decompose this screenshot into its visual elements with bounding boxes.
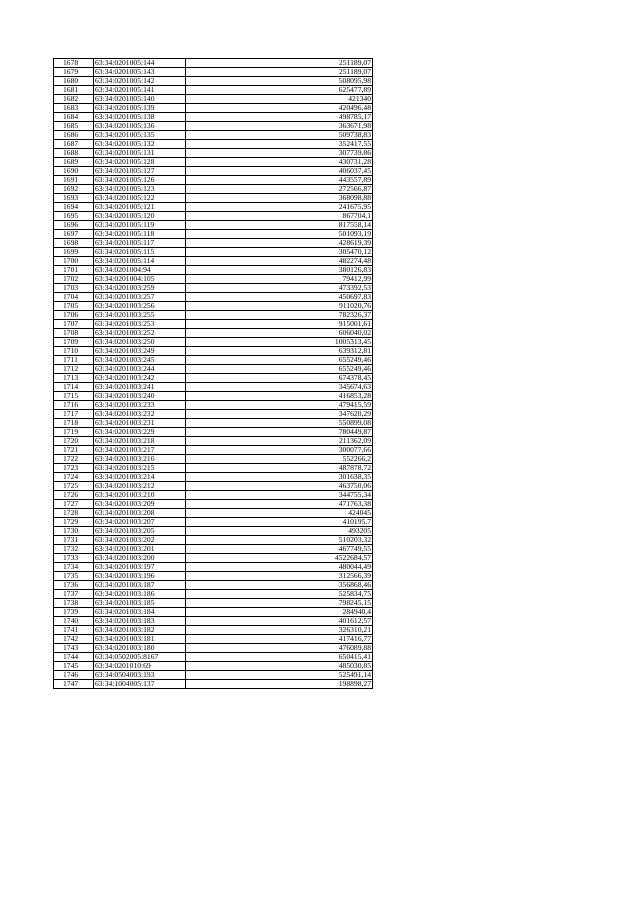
row-number-cell: 1729 xyxy=(54,518,94,527)
table-row xyxy=(54,365,373,374)
cadastral-number-cell: 63:34:0201005:128 xyxy=(94,158,186,167)
cadastral-number-cell: 63:34:0201003:181 xyxy=(94,635,186,644)
cadastral-number-cell: 63:34:0201003:231 xyxy=(94,419,186,428)
table-row xyxy=(54,104,373,113)
cadastral-value-cell: 625477,89 xyxy=(186,86,373,95)
table-row xyxy=(54,149,373,158)
row-number-cell: 1685 xyxy=(54,122,94,131)
table-row xyxy=(54,302,373,311)
table-row xyxy=(54,257,373,266)
table-row xyxy=(54,536,373,545)
row-number-cell: 1715 xyxy=(54,392,94,401)
cadastral-value-cell: 487878,72 xyxy=(186,464,373,473)
cadastral-value-cell: 198898,27 xyxy=(186,680,373,689)
cadastral-value-cell: 525834,75 xyxy=(186,590,373,599)
cadastral-value-cell: 301638,35 xyxy=(186,473,373,482)
cadastral-number-cell: 63:34:0201003:232 xyxy=(94,410,186,419)
cadastral-number-cell: 63:34:0201003:249 xyxy=(94,347,186,356)
cadastral-value-cell: 430731,28 xyxy=(186,158,373,167)
row-number-cell: 1710 xyxy=(54,347,94,356)
cadastral-number-cell: 63:34:0201003:212 xyxy=(94,482,186,491)
table-row xyxy=(54,527,373,536)
row-number-cell: 1739 xyxy=(54,608,94,617)
cadastral-value-cell: 443557,89 xyxy=(186,176,373,185)
cadastral-value-cell: 428619,39 xyxy=(186,239,373,248)
row-number-cell: 1745 xyxy=(54,662,94,671)
cadastral-number-cell: 63:34:0201003:180 xyxy=(94,644,186,653)
cadastral-value-cell: 352417,55 xyxy=(186,140,373,149)
cadastral-number-cell: 63:34:0201005:118 xyxy=(94,230,186,239)
row-number-cell: 1684 xyxy=(54,113,94,122)
row-number-cell: 1736 xyxy=(54,581,94,590)
cadastral-number-cell: 63:34:0201003:233 xyxy=(94,401,186,410)
row-number-cell: 1688 xyxy=(54,149,94,158)
row-number-cell: 1717 xyxy=(54,410,94,419)
table-row xyxy=(54,437,373,446)
cadastral-number-cell: 63:34:0201005:143 xyxy=(94,68,186,77)
row-number-cell: 1719 xyxy=(54,428,94,437)
cadastral-number-cell: 63:34:0201010:69 xyxy=(94,662,186,671)
table-row xyxy=(54,95,373,104)
row-number-cell: 1704 xyxy=(54,293,94,302)
cadastral-value-cell: 550899,08 xyxy=(186,419,373,428)
row-number-cell: 1686 xyxy=(54,131,94,140)
cadastral-number-cell: 63:34:0201003:185 xyxy=(94,599,186,608)
cadastral-number-cell: 63:34:0201005:115 xyxy=(94,248,186,257)
cadastral-number-cell: 63:34:0201005:132 xyxy=(94,140,186,149)
cadastral-value-cell: 344755,34 xyxy=(186,491,373,500)
table-row xyxy=(54,167,373,176)
cadastral-value-cell: 463750,06 xyxy=(186,482,373,491)
cadastral-number-cell: 63:34:0201005:117 xyxy=(94,239,186,248)
table-row xyxy=(54,518,373,527)
table-row xyxy=(54,455,373,464)
cadastral-number-cell: 63:34:0201003:229 xyxy=(94,428,186,437)
table-row xyxy=(54,473,373,482)
cadastral-number-cell: 63:34:0201003:255 xyxy=(94,311,186,320)
cadastral-number-cell: 63:34:1004005:137 xyxy=(94,680,186,689)
table-row xyxy=(54,671,373,680)
row-number-cell: 1713 xyxy=(54,374,94,383)
cadastral-value-cell: 300077,66 xyxy=(186,446,373,455)
row-number-cell: 1730 xyxy=(54,527,94,536)
cadastral-number-cell: 63:34:0201003:252 xyxy=(94,329,186,338)
cadastral-value-cell: 655249,46 xyxy=(186,356,373,365)
cadastral-value-table xyxy=(53,58,373,689)
cadastral-value-cell: 406037,45 xyxy=(186,167,373,176)
table-row xyxy=(54,320,373,329)
cadastral-value-cell: 368098,88 xyxy=(186,194,373,203)
cadastral-value-cell: 410195,7 xyxy=(186,518,373,527)
row-number-cell: 1698 xyxy=(54,239,94,248)
table-row xyxy=(54,248,373,257)
cadastral-number-cell: 63:34:0201003:202 xyxy=(94,536,186,545)
cadastral-value-cell: 450697,83 xyxy=(186,293,373,302)
table-row xyxy=(54,491,373,500)
table-row xyxy=(54,239,373,248)
cadastral-number-cell: 63:34:0201003:205 xyxy=(94,527,186,536)
cadastral-value-cell: 380126,83 xyxy=(186,266,373,275)
table-row xyxy=(54,212,373,221)
table-row xyxy=(54,599,373,608)
table-row xyxy=(54,284,373,293)
cadastral-number-cell: 63:34:0201003:242 xyxy=(94,374,186,383)
table-row xyxy=(54,644,373,653)
cadastral-number-cell: 63:34:0201003:245 xyxy=(94,356,186,365)
cadastral-value-cell: 639312,81 xyxy=(186,347,373,356)
cadastral-number-cell: 63:34:0201005:127 xyxy=(94,167,186,176)
cadastral-number-cell: 63:34:0201005:136 xyxy=(94,122,186,131)
table-row xyxy=(54,626,373,635)
table-row xyxy=(54,392,373,401)
row-number-cell: 1721 xyxy=(54,446,94,455)
row-number-cell: 1740 xyxy=(54,617,94,626)
row-number-cell: 1694 xyxy=(54,203,94,212)
cadastral-number-cell: 63:34:0201004:94 xyxy=(94,266,186,275)
table-row xyxy=(54,500,373,509)
table-row xyxy=(54,176,373,185)
table-row xyxy=(54,86,373,95)
row-number-cell: 1738 xyxy=(54,599,94,608)
cadastral-number-cell: 63:34:0201005:135 xyxy=(94,131,186,140)
row-number-cell: 1711 xyxy=(54,356,94,365)
table-row xyxy=(54,131,373,140)
table-row xyxy=(54,410,373,419)
row-number-cell: 1725 xyxy=(54,482,94,491)
table-row xyxy=(54,428,373,437)
table-row xyxy=(54,482,373,491)
cadastral-number-cell: 63:34:0201003:184 xyxy=(94,608,186,617)
cadastral-value-cell: 421340 xyxy=(186,95,373,104)
row-number-cell: 1726 xyxy=(54,491,94,500)
table-row xyxy=(54,275,373,284)
cadastral-number-cell: 63:34:0201003:256 xyxy=(94,302,186,311)
cadastral-number-cell: 63:34:0201003:240 xyxy=(94,392,186,401)
row-number-cell: 1741 xyxy=(54,626,94,635)
row-number-cell: 1696 xyxy=(54,221,94,230)
cadastral-number-cell: 63:34:0201003:201 xyxy=(94,545,186,554)
row-number-cell: 1692 xyxy=(54,185,94,194)
cadastral-value-cell: 416853,28 xyxy=(186,392,373,401)
row-number-cell: 1705 xyxy=(54,302,94,311)
cadastral-number-cell: 63:34:0201003:183 xyxy=(94,617,186,626)
row-number-cell: 1737 xyxy=(54,590,94,599)
row-number-cell: 1679 xyxy=(54,68,94,77)
table-row xyxy=(54,122,373,131)
cadastral-number-cell: 63:34:0201003:215 xyxy=(94,464,186,473)
table-row xyxy=(54,572,373,581)
row-number-cell: 1727 xyxy=(54,500,94,509)
row-number-cell: 1690 xyxy=(54,167,94,176)
table-row xyxy=(54,230,373,239)
row-number-cell: 1723 xyxy=(54,464,94,473)
row-number-cell: 1687 xyxy=(54,140,94,149)
cadastral-number-cell: 63:34:0201005:126 xyxy=(94,176,186,185)
cadastral-number-cell: 63:34:0201003:241 xyxy=(94,383,186,392)
table-row xyxy=(54,401,373,410)
table-row xyxy=(54,329,373,338)
row-number-cell: 1680 xyxy=(54,77,94,86)
cadastral-value-cell: 307739,86 xyxy=(186,149,373,158)
row-number-cell: 1689 xyxy=(54,158,94,167)
cadastral-number-cell: 63:34:0201005:119 xyxy=(94,221,186,230)
table-row xyxy=(54,221,373,230)
cadastral-value-cell: 251189,07 xyxy=(186,59,373,68)
row-number-cell: 1718 xyxy=(54,419,94,428)
table-row xyxy=(54,311,373,320)
cadastral-value-cell: 915001,61 xyxy=(186,320,373,329)
cadastral-number-cell: 63:34:0201003:182 xyxy=(94,626,186,635)
cadastral-value-cell: 606040,02 xyxy=(186,329,373,338)
cadastral-number-cell: 63:34:0201004:105 xyxy=(94,275,186,284)
cadastral-value-cell: 79412,99 xyxy=(186,275,373,284)
row-number-cell: 1700 xyxy=(54,257,94,266)
cadastral-number-cell: 63:34:0201005:144 xyxy=(94,59,186,68)
cadastral-value-cell: 780449,87 xyxy=(186,428,373,437)
cadastral-value-cell: 552266,2 xyxy=(186,455,373,464)
cadastral-value-cell: 508095,98 xyxy=(186,77,373,86)
cadastral-number-cell: 63:34:0201003:196 xyxy=(94,572,186,581)
cadastral-number-cell: 63:34:0504003:193 xyxy=(94,671,186,680)
table-row xyxy=(54,338,373,347)
cadastral-value-cell: 272566,87 xyxy=(186,185,373,194)
cadastral-number-cell: 63:34:0201003:259 xyxy=(94,284,186,293)
table-row xyxy=(54,509,373,518)
row-number-cell: 1732 xyxy=(54,545,94,554)
table-row xyxy=(54,545,373,554)
cadastral-number-cell: 63:34:0201003:186 xyxy=(94,590,186,599)
table-row xyxy=(54,563,373,572)
table-row xyxy=(54,581,373,590)
cadastral-number-cell: 63:34:0201003:218 xyxy=(94,437,186,446)
cadastral-number-cell: 63:34:0201003:187 xyxy=(94,581,186,590)
cadastral-value-cell: 467749,55 xyxy=(186,545,373,554)
cadastral-value-cell: 480044,49 xyxy=(186,563,373,572)
row-number-cell: 1699 xyxy=(54,248,94,257)
cadastral-number-cell: 63:34:0201003:200 xyxy=(94,554,186,563)
row-number-cell: 1706 xyxy=(54,311,94,320)
row-number-cell: 1743 xyxy=(54,644,94,653)
cadastral-value-cell: 1005313,45 xyxy=(186,338,373,347)
row-number-cell: 1681 xyxy=(54,86,94,95)
cadastral-number-cell: 63:34:0201003:214 xyxy=(94,473,186,482)
cadastral-number-cell: 63:34:0201003:257 xyxy=(94,293,186,302)
cadastral-number-cell: 63:34:0201005:121 xyxy=(94,203,186,212)
cadastral-value-cell: 867704,1 xyxy=(186,212,373,221)
row-number-cell: 1735 xyxy=(54,572,94,581)
cadastral-value-cell: 417416,77 xyxy=(186,635,373,644)
cadastral-number-cell: 63:34:0201003:209 xyxy=(94,500,186,509)
cadastral-number-cell: 63:34:0201005:114 xyxy=(94,257,186,266)
row-number-cell: 1742 xyxy=(54,635,94,644)
cadastral-number-cell: 63:34:0201003:250 xyxy=(94,338,186,347)
cadastral-value-cell: 501093,19 xyxy=(186,230,373,239)
cadastral-value-cell: 817558,14 xyxy=(186,221,373,230)
cadastral-number-cell: 63:34:0201003:210 xyxy=(94,491,186,500)
cadastral-value-cell: 241675,95 xyxy=(186,203,373,212)
table-row xyxy=(54,59,373,68)
cadastral-value-cell: 420496,48 xyxy=(186,104,373,113)
row-number-cell: 1703 xyxy=(54,284,94,293)
table-body xyxy=(54,59,373,689)
row-number-cell: 1714 xyxy=(54,383,94,392)
cadastral-value-cell: 312566,39 xyxy=(186,572,373,581)
cadastral-number-cell: 63:34:0201003:197 xyxy=(94,563,186,572)
cadastral-number-cell: 63:34:0502005:8167 xyxy=(94,653,186,662)
row-number-cell: 1733 xyxy=(54,554,94,563)
cadastral-value-cell: 424045 xyxy=(186,509,373,518)
cadastral-value-cell: 211362,09 xyxy=(186,437,373,446)
cadastral-value-cell: 305470,12 xyxy=(186,248,373,257)
table-row xyxy=(54,140,373,149)
cadastral-number-cell: 63:34:0201003:208 xyxy=(94,509,186,518)
row-number-cell: 1702 xyxy=(54,275,94,284)
cadastral-value-cell: 326310,21 xyxy=(186,626,373,635)
row-number-cell: 1678 xyxy=(54,59,94,68)
cadastral-number-cell: 63:34:0201005:141 xyxy=(94,86,186,95)
row-number-cell: 1720 xyxy=(54,437,94,446)
row-number-cell: 1716 xyxy=(54,401,94,410)
table-row xyxy=(54,590,373,599)
table-row xyxy=(54,374,373,383)
cadastral-value-cell: 655249,46 xyxy=(186,365,373,374)
table-row xyxy=(54,68,373,77)
row-number-cell: 1724 xyxy=(54,473,94,482)
cadastral-number-cell: 63:34:0201003:207 xyxy=(94,518,186,527)
row-number-cell: 1708 xyxy=(54,329,94,338)
cadastral-value-cell: 347620,29 xyxy=(186,410,373,419)
table-row xyxy=(54,608,373,617)
cadastral-value-cell: 479415,59 xyxy=(186,401,373,410)
table-row xyxy=(54,446,373,455)
row-number-cell: 1744 xyxy=(54,653,94,662)
cadastral-value-cell: 493205 xyxy=(186,527,373,536)
row-number-cell: 1734 xyxy=(54,563,94,572)
cadastral-number-cell: 63:34:0201003:253 xyxy=(94,320,186,329)
cadastral-number-cell: 63:34:0201005:142 xyxy=(94,77,186,86)
row-number-cell: 1701 xyxy=(54,266,94,275)
row-number-cell: 1712 xyxy=(54,365,94,374)
table-row xyxy=(54,464,373,473)
row-number-cell: 1682 xyxy=(54,95,94,104)
cadastral-value-cell: 482274,48 xyxy=(186,257,373,266)
cadastral-value-cell: 401612,57 xyxy=(186,617,373,626)
table-row xyxy=(54,185,373,194)
table-row xyxy=(54,419,373,428)
cadastral-number-cell: 63:34:0201005:120 xyxy=(94,212,186,221)
table-row xyxy=(54,653,373,662)
cadastral-number-cell: 63:34:0201005:138 xyxy=(94,113,186,122)
row-number-cell: 1683 xyxy=(54,104,94,113)
cadastral-number-cell: 63:34:0201003:217 xyxy=(94,446,186,455)
cadastral-value-cell: 284940,4 xyxy=(186,608,373,617)
cadastral-number-cell: 63:34:0201005:131 xyxy=(94,149,186,158)
table-row xyxy=(54,617,373,626)
row-number-cell: 1695 xyxy=(54,212,94,221)
table-row xyxy=(54,356,373,365)
cadastral-number-cell: 63:34:0201005:122 xyxy=(94,194,186,203)
row-number-cell: 1693 xyxy=(54,194,94,203)
table-row xyxy=(54,635,373,644)
cadastral-value-cell: 798245,15 xyxy=(186,599,373,608)
row-number-cell: 1728 xyxy=(54,509,94,518)
row-number-cell: 1722 xyxy=(54,455,94,464)
table-row xyxy=(54,293,373,302)
table-row xyxy=(54,194,373,203)
cadastral-value-cell: 473392,53 xyxy=(186,284,373,293)
row-number-cell: 1731 xyxy=(54,536,94,545)
row-number-cell: 1697 xyxy=(54,230,94,239)
cadastral-value-cell: 356868,46 xyxy=(186,581,373,590)
cadastral-value-cell: 485030,85 xyxy=(186,662,373,671)
cadastral-value-cell: 4522684,57 xyxy=(186,554,373,563)
cadastral-number-cell: 63:34:0201005:123 xyxy=(94,185,186,194)
cadastral-value-cell: 782326,37 xyxy=(186,311,373,320)
row-number-cell: 1747 xyxy=(54,680,94,689)
table-row xyxy=(54,203,373,212)
cadastral-number-cell: 63:34:0201005:139 xyxy=(94,104,186,113)
cadastral-number-cell: 63:34:0201005:140 xyxy=(94,95,186,104)
cadastral-value-cell: 509738,83 xyxy=(186,131,373,140)
cadastral-value-cell: 345674,63 xyxy=(186,383,373,392)
cadastral-value-cell: 471763,38 xyxy=(186,500,373,509)
cadastral-number-cell: 63:34:0201003:244 xyxy=(94,365,186,374)
table-row xyxy=(54,77,373,86)
row-number-cell: 1691 xyxy=(54,176,94,185)
cadastral-value-cell: 251189,07 xyxy=(186,68,373,77)
cadastral-value-cell: 510203,32 xyxy=(186,536,373,545)
row-number-cell: 1746 xyxy=(54,671,94,680)
row-number-cell: 1709 xyxy=(54,338,94,347)
table-row xyxy=(54,383,373,392)
cadastral-value-cell: 674378,45 xyxy=(186,374,373,383)
table-row xyxy=(54,680,373,689)
table-row xyxy=(54,113,373,122)
cadastral-value-cell: 498785,17 xyxy=(186,113,373,122)
cadastral-value-cell: 476089,88 xyxy=(186,644,373,653)
table-row xyxy=(54,554,373,563)
table-row xyxy=(54,158,373,167)
row-number-cell: 1707 xyxy=(54,320,94,329)
table-row xyxy=(54,662,373,671)
cadastral-value-cell: 525491,14 xyxy=(186,671,373,680)
cadastral-value-cell: 363671,98 xyxy=(186,122,373,131)
cadastral-value-cell: 911020,76 xyxy=(186,302,373,311)
cadastral-value-cell: 650415,41 xyxy=(186,653,373,662)
table-row xyxy=(54,266,373,275)
table-row xyxy=(54,347,373,356)
cadastral-number-cell: 63:34:0201003:216 xyxy=(94,455,186,464)
